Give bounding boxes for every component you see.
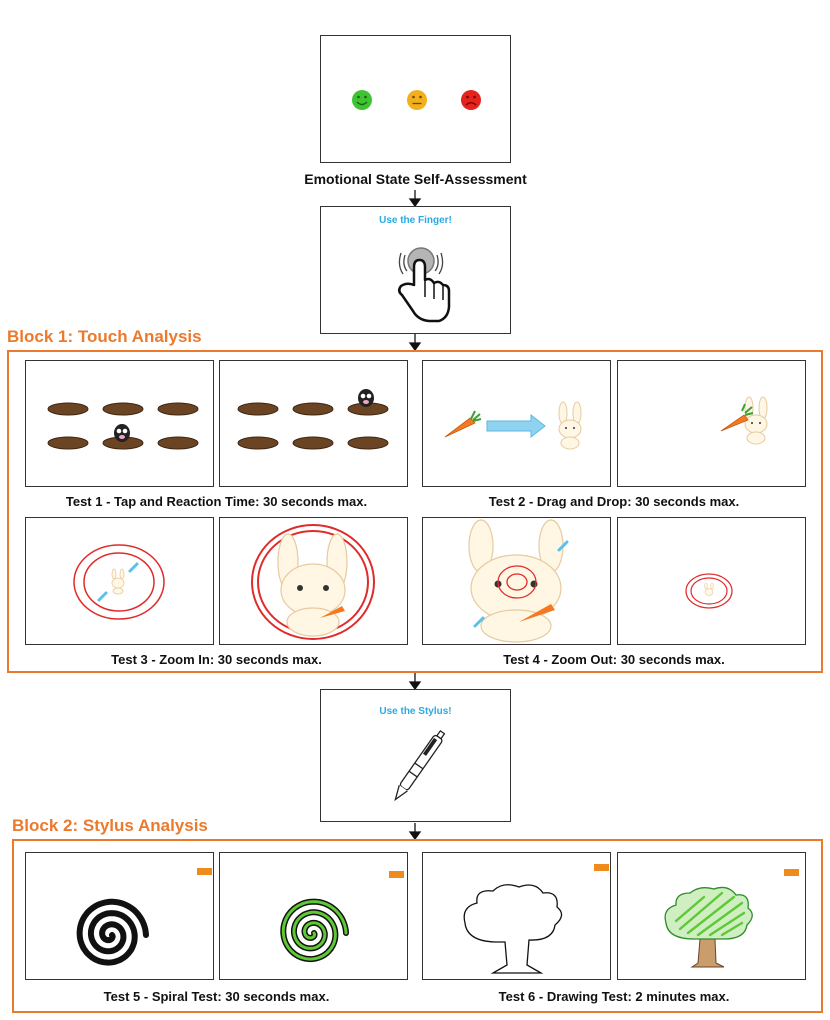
- test5-caption: Test 5 - Spiral Test: 30 seconds max.: [103, 989, 330, 1004]
- mole-holes: [26, 361, 214, 487]
- block1-title: Block 1: Touch Analysis: [7, 327, 202, 346]
- emotional-state-screen: [320, 35, 511, 163]
- spiral-template: [26, 853, 214, 980]
- bunny-icon: [705, 583, 714, 596]
- mole-holes: [220, 361, 408, 487]
- finger-prompt-screen: [320, 206, 511, 334]
- test3-screen-b: [219, 517, 408, 645]
- stylus-pen-icon: [321, 690, 511, 822]
- sad-face-icon[interactable]: [461, 90, 481, 110]
- test6-caption: Test 6 - Drawing Test: 2 minutes max.: [498, 989, 730, 1004]
- bunny-icon: [745, 397, 767, 444]
- test4-screen-b: [617, 517, 806, 645]
- test1-screen-a: [25, 360, 214, 487]
- test6-screen-b: [617, 852, 806, 980]
- zoom-out-target: [423, 518, 611, 645]
- zoom-in-target: [26, 518, 214, 645]
- test6-screen-a: [422, 852, 611, 980]
- test1-screen-b: [219, 360, 408, 487]
- tree-drawn: [618, 853, 806, 980]
- test2-screen-b: [617, 360, 806, 487]
- emoji-row: [321, 36, 511, 163]
- drag-drop-scene: [423, 361, 611, 487]
- test4-screen-a: [422, 517, 611, 645]
- mole-icon[interactable]: [358, 389, 374, 407]
- zoom-out-result: [618, 518, 806, 645]
- happy-face-icon[interactable]: [352, 90, 372, 110]
- test1-caption: Test 1 - Tap and Reaction Time: 30 seconds max.: [65, 494, 368, 509]
- test2-screen-a: [422, 360, 611, 487]
- test4-caption: Test 4 - Zoom Out: 30 seconds max.: [503, 652, 725, 667]
- test5-screen-a: [25, 852, 214, 980]
- drag-drop-result: [618, 361, 806, 487]
- bunny-icon: [112, 569, 124, 594]
- emotional-state-caption: Emotional State Self-Assessment: [304, 171, 527, 187]
- bunny-icon: [278, 534, 347, 636]
- stylus-prompt-screen: [320, 689, 511, 822]
- arrow-right-icon: [487, 415, 545, 437]
- spiral-traced: [220, 853, 408, 980]
- tree-template: [423, 853, 611, 980]
- mole-icon[interactable]: [114, 424, 130, 442]
- test3-screen-a: [25, 517, 214, 645]
- zoom-in-result: [220, 518, 408, 645]
- test2-caption: Test 2 - Drag and Drop: 30 seconds max.: [488, 494, 740, 509]
- stylus-prompt-text: Use the Stylus!: [379, 706, 452, 717]
- test5-screen-b: [219, 852, 408, 980]
- bunny-icon: [559, 402, 581, 449]
- finger-prompt-text: Use the Finger!: [379, 215, 452, 226]
- touch-hand-icon: [321, 207, 511, 334]
- carrot-icon[interactable]: [445, 411, 481, 437]
- neutral-face-icon[interactable]: [407, 90, 427, 110]
- test3-caption: Test 3 - Zoom In: 30 seconds max.: [111, 652, 322, 667]
- bunny-icon: [469, 520, 563, 642]
- block2-title: Block 2: Stylus Analysis: [12, 816, 208, 835]
